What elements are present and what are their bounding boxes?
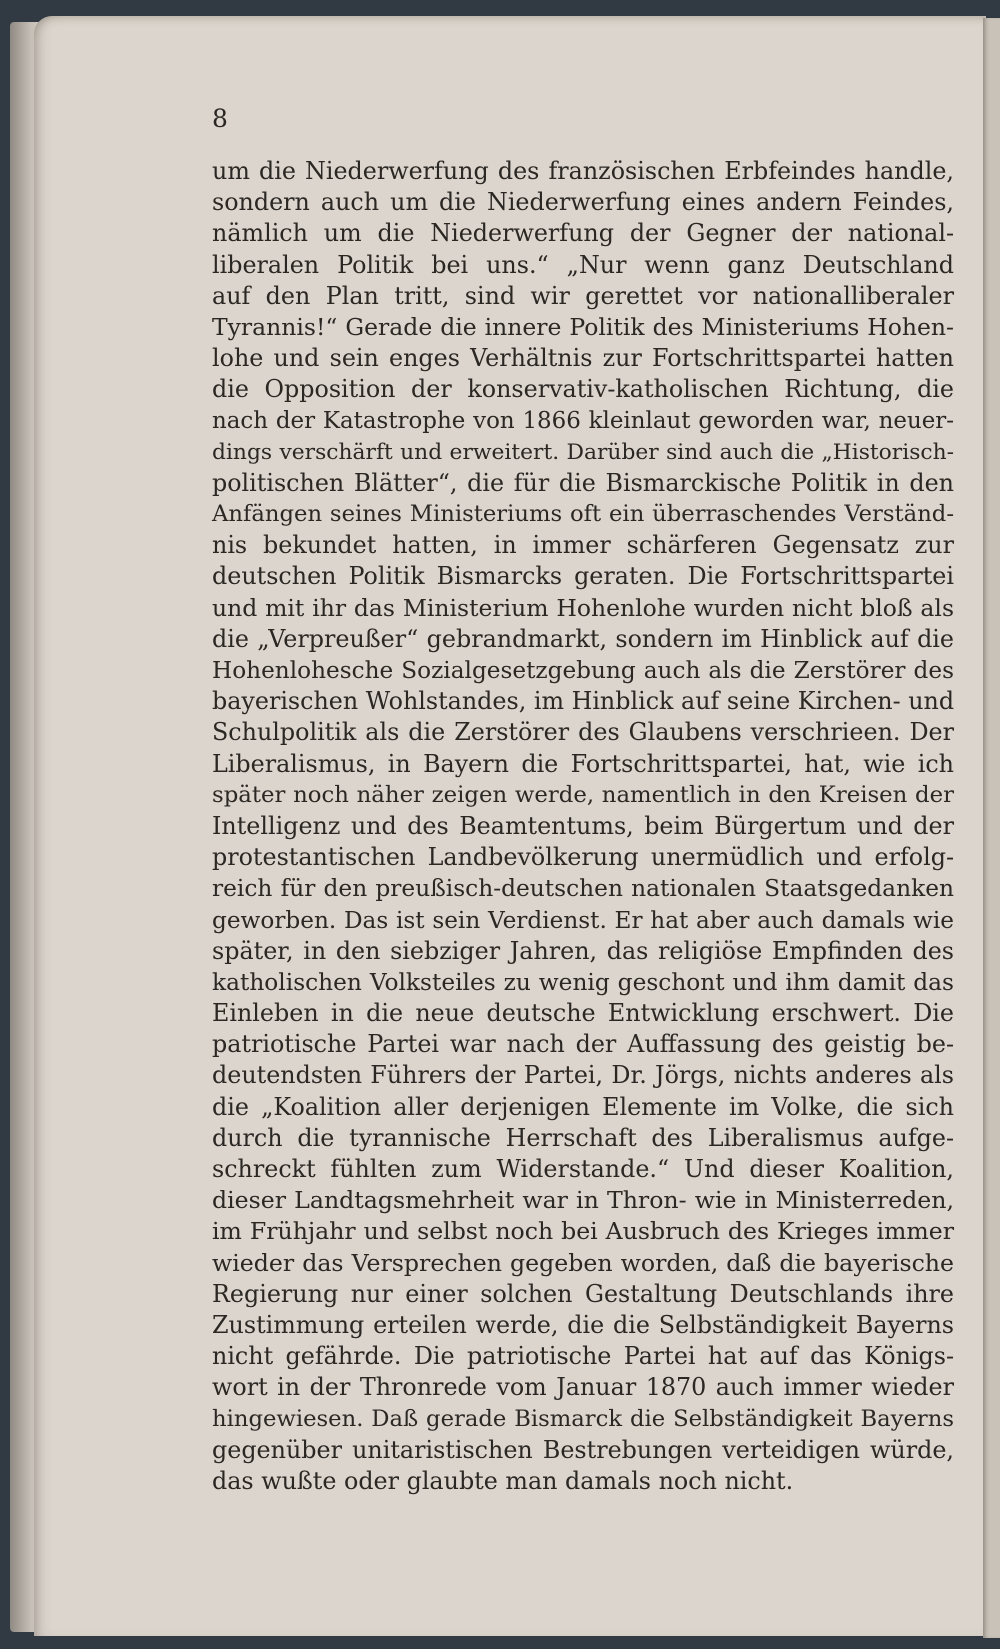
text-line: geworben. Das ist sein Verdienst. Er hat aber auch damals wie: [212, 906, 954, 934]
text-line: Intelligenz und des Beamtentums, beim Bürgertum und der: [212, 811, 954, 840]
text-line: nämlich um die Niederwerfung der Gegner der national-: [212, 219, 954, 248]
text-line: reich für den preußisch-deutschen nationalen Staatsgedanken: [212, 875, 954, 903]
text-line: und mit ihr das Ministerium Hohenlohe wurden nicht bloß als: [212, 593, 954, 622]
text-line: wieder das Versprechen gegeben worden, daß die bayerische: [212, 1248, 954, 1277]
text-line: die „Verpreußer“ gebrandmarkt, sondern im Hinblick auf die: [212, 624, 954, 653]
text-line: katholischen Volksteiles zu wenig geschont und ihm damit das: [212, 968, 954, 996]
text-line: später noch näher zeigen werde, namentlich in den Kreisen der: [212, 781, 954, 808]
text-line: hingewiesen. Daß gerade Bismarck die Selbständigkeit Bayerns: [212, 1405, 954, 1432]
text-line: schreckt fühlten zum Widerstande.“ Und dieser Koalition,: [212, 1155, 954, 1183]
text-line: im Frühjahr und selbst noch bei Ausbruch des Krieges immer: [212, 1217, 954, 1246]
body-text: [212, 156, 954, 1497]
text-line: bayerischen Wohlstandes, im Hinblick auf seine Kirchen- und: [212, 687, 955, 716]
text-line: Liberalismus, in Bayern die Fortschrittspartei, hat, wie ich: [212, 749, 954, 778]
right-page-edge: [983, 18, 1000, 1638]
text-line: nicht gefährde. Die patriotische Partei hat auf das Königs-: [212, 1342, 954, 1371]
text-line: politischen Blätter“, die für die Bismarckische Politik in den: [212, 468, 954, 497]
text-line: protestantischen Landbevölkerung unermüdlich und erfolg-: [212, 843, 954, 872]
text-line: deutendsten Führers der Partei, Dr. Jörgs, nichts anderes als: [212, 1061, 954, 1090]
text-line: durch die tyrannische Herrschaft des Liberalismus aufge-: [212, 1123, 954, 1152]
text-line: Tyrannis!“ Gerade die innere Politik des Ministeriums Hohen-: [212, 312, 954, 341]
text-line: um die Niederwerfung des französischen Erbfeindes handle,: [212, 157, 954, 185]
text-line: Zustimmung erteilen werde, die die Selbständigkeit Bayerns: [212, 1310, 954, 1339]
text-line: später, in den siebziger Jahren, das religiöse Empfinden des: [212, 936, 954, 965]
text-line: patriotische Partei war nach der Auffassung des geistig be-: [212, 1030, 954, 1059]
text-line: wort in der Thronrede vom Januar 1870 auch immer wieder: [212, 1373, 954, 1402]
text-line: liberalen Politik bei uns.“ „Nur wenn ganz Deutschland: [212, 250, 954, 279]
text-line: Anfängen seines Ministeriums oft ein überraschendes Verständ-: [212, 501, 954, 528]
text-line: Hohenlohesche Sozialgesetzgebung auch als die Zerstörer des: [212, 657, 954, 684]
text-line: die Opposition der konservativ-katholischen Richtung, die: [212, 375, 954, 404]
text-line: Schulpolitik als die Zerstörer des Glaubens verschrieen. Der: [212, 718, 954, 747]
text-line: deutschen Politik Bismarcks geraten. Die Fortschrittspartei: [212, 562, 954, 591]
text-line: nis bekundet hatten, in immer schärferen Gegensatz zur: [212, 531, 954, 560]
text-line: dieser Landtagsmehrheit war in Thron- wie in Ministerreden,: [212, 1186, 954, 1215]
page-number: 8: [212, 104, 228, 133]
text-line: gegenüber unitaristischen Bestrebungen verteidigen würde,: [212, 1435, 954, 1464]
text-line: nach der Katastrophe von 1866 kleinlaut geworden war, neuer-: [212, 407, 954, 434]
text-line: auf den Plan tritt, sind wir gerettet vor nationalliberaler: [212, 281, 954, 310]
text-line: dings verschärft und erweitert. Darüber sind auch die „Historisch-: [212, 439, 954, 465]
text-line: die „Koalition aller derjenigen Elemente im Volke, die sich: [212, 1092, 954, 1121]
text-line: sondern auch um die Niederwerfung eines andern Feindes,: [212, 188, 954, 217]
text-line: Regierung nur einer solchen Gestaltung Deutschlands ihre: [212, 1279, 954, 1308]
text-line: Einleben in die neue deutsche Entwicklung erschwert. Die: [212, 999, 954, 1028]
text-line: das wußte oder glaubte man damals noch nicht.: [212, 1466, 794, 1495]
text-line: lohe und sein enges Verhältnis zur Fortschrittspartei hatten: [212, 344, 954, 373]
